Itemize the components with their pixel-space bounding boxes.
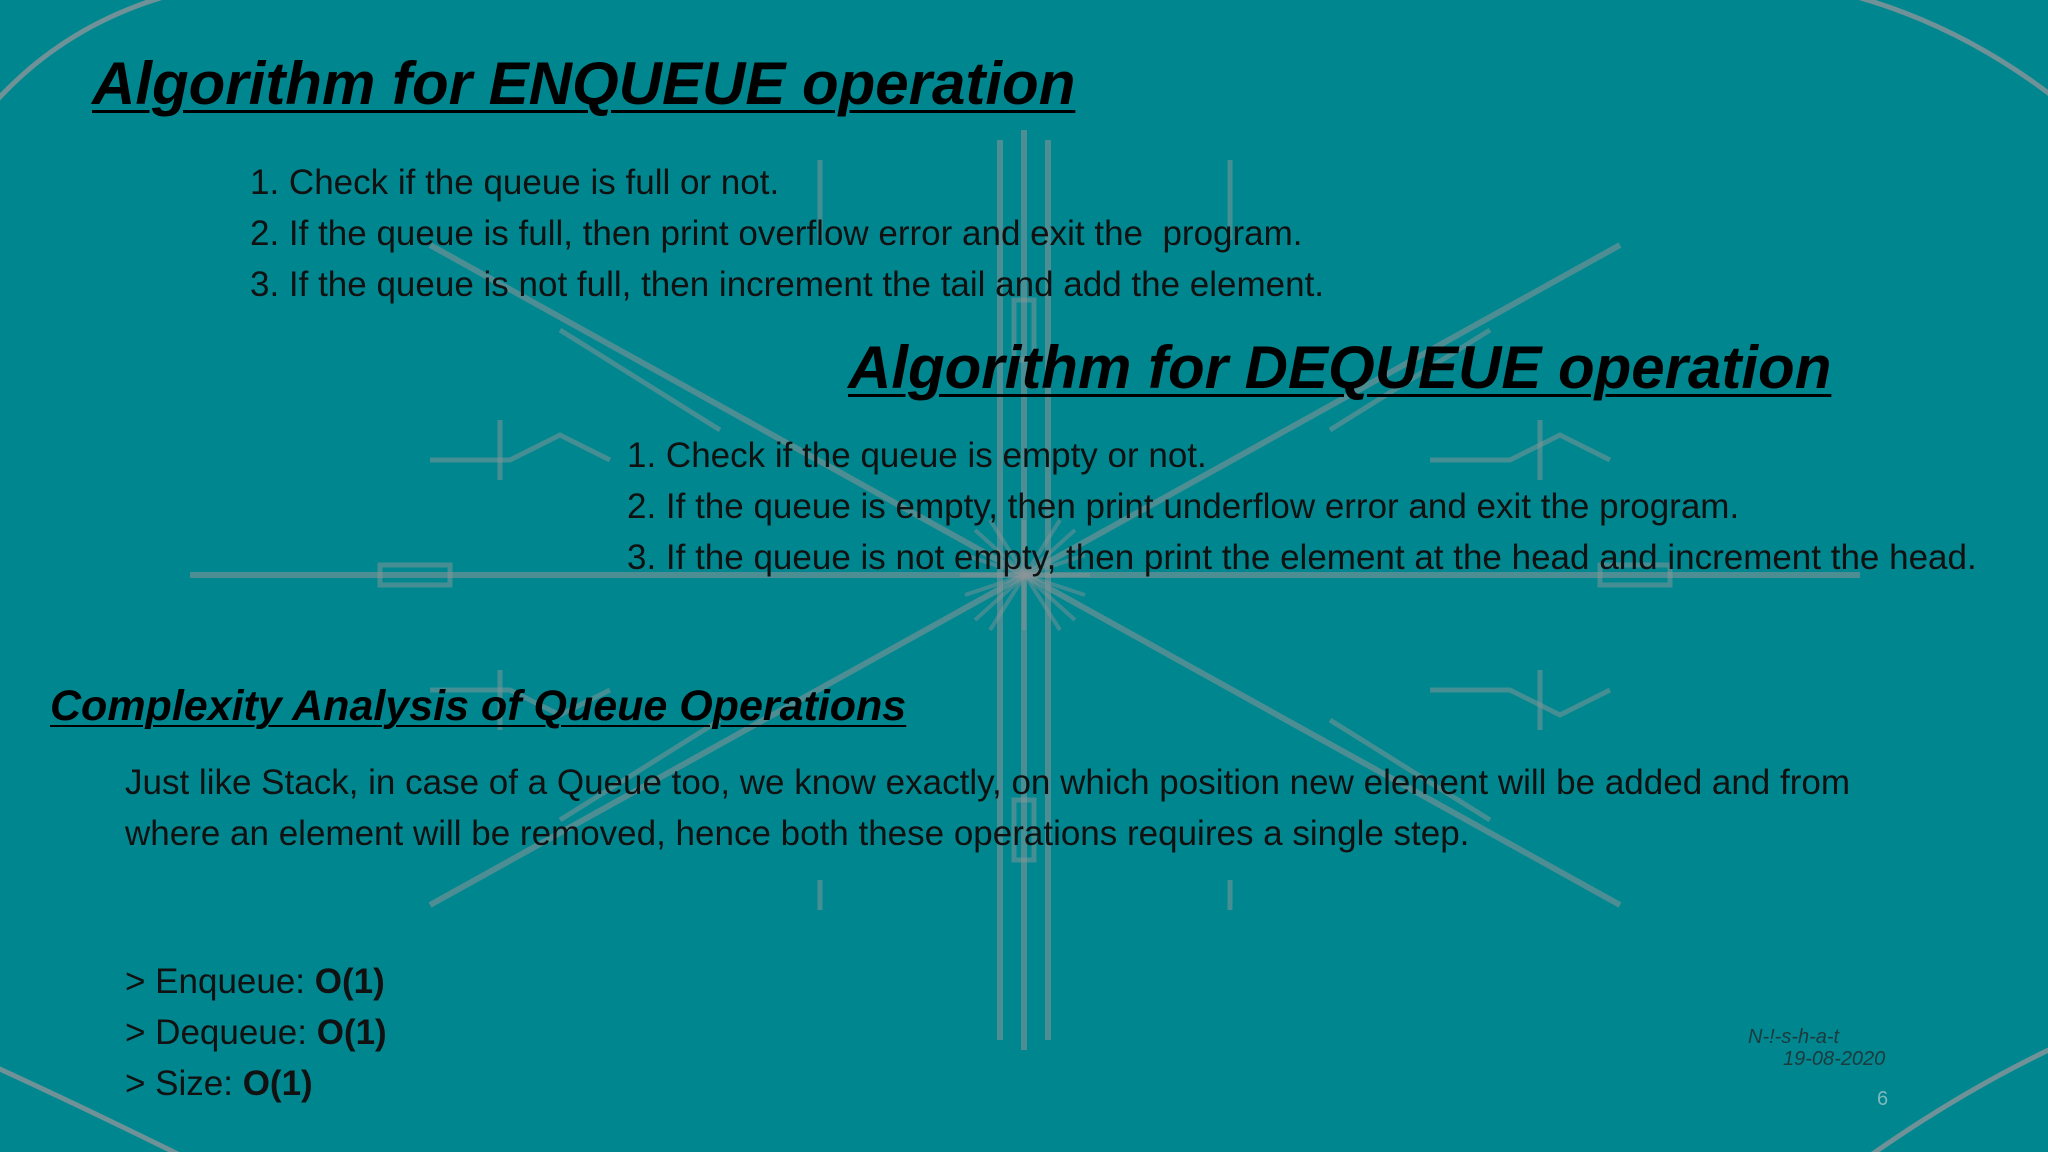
complexity-item-size xyxy=(125,1058,387,1109)
dequeue-steps xyxy=(627,430,2007,583)
enqueue-steps xyxy=(250,157,1324,310)
enqueue-step: 1. Check if the queue is full or not. xyxy=(250,163,780,202)
dequeue-heading: Algorithm for DEQUEUE operation xyxy=(848,334,1832,401)
complexity-value: O(1) xyxy=(314,962,385,1001)
complexity-label: > Size: xyxy=(125,1064,243,1103)
complexity-label: > Dequeue: xyxy=(125,1013,317,1052)
enqueue-heading: Algorithm for ENQUEUE operation xyxy=(92,50,1076,117)
dequeue-step: 1. Check if the queue is empty or not. xyxy=(627,436,1207,475)
slide-date: 19-08-2020 xyxy=(1783,1048,1886,1070)
page-number: 6 xyxy=(1877,1088,1889,1110)
dequeue-step: 2. If the queue is empty, then print underflow error and exit the program. xyxy=(627,487,1740,526)
enqueue-step: 3. If the queue is not full, then increment the tail and add the element. xyxy=(250,265,1325,304)
complexity-item-dequeue xyxy=(125,1007,387,1058)
complexity-value: O(1) xyxy=(242,1064,313,1103)
author-signature: N-!-s-h-a-t xyxy=(1748,1026,1840,1048)
complexity-item-enqueue xyxy=(125,956,387,1007)
complexity-value: O(1) xyxy=(316,1013,387,1052)
dequeue-step: 3. If the queue is not empty, then print the element at the head and increment the head. xyxy=(627,538,1977,577)
enqueue-step: 2. If the queue is full, then print overflow error and exit the program. xyxy=(250,214,1303,253)
complexity-label: > Enqueue: xyxy=(125,962,315,1001)
complexity-list xyxy=(125,956,387,1109)
complexity-description: Just like Stack, in case of a Queue too, we know exactly, on which position new element will be added and from where an element will be removed, hence both these operations requires a single step. xyxy=(125,763,1850,853)
complexity-heading: Complexity Analysis of Queue Operations xyxy=(50,682,907,730)
